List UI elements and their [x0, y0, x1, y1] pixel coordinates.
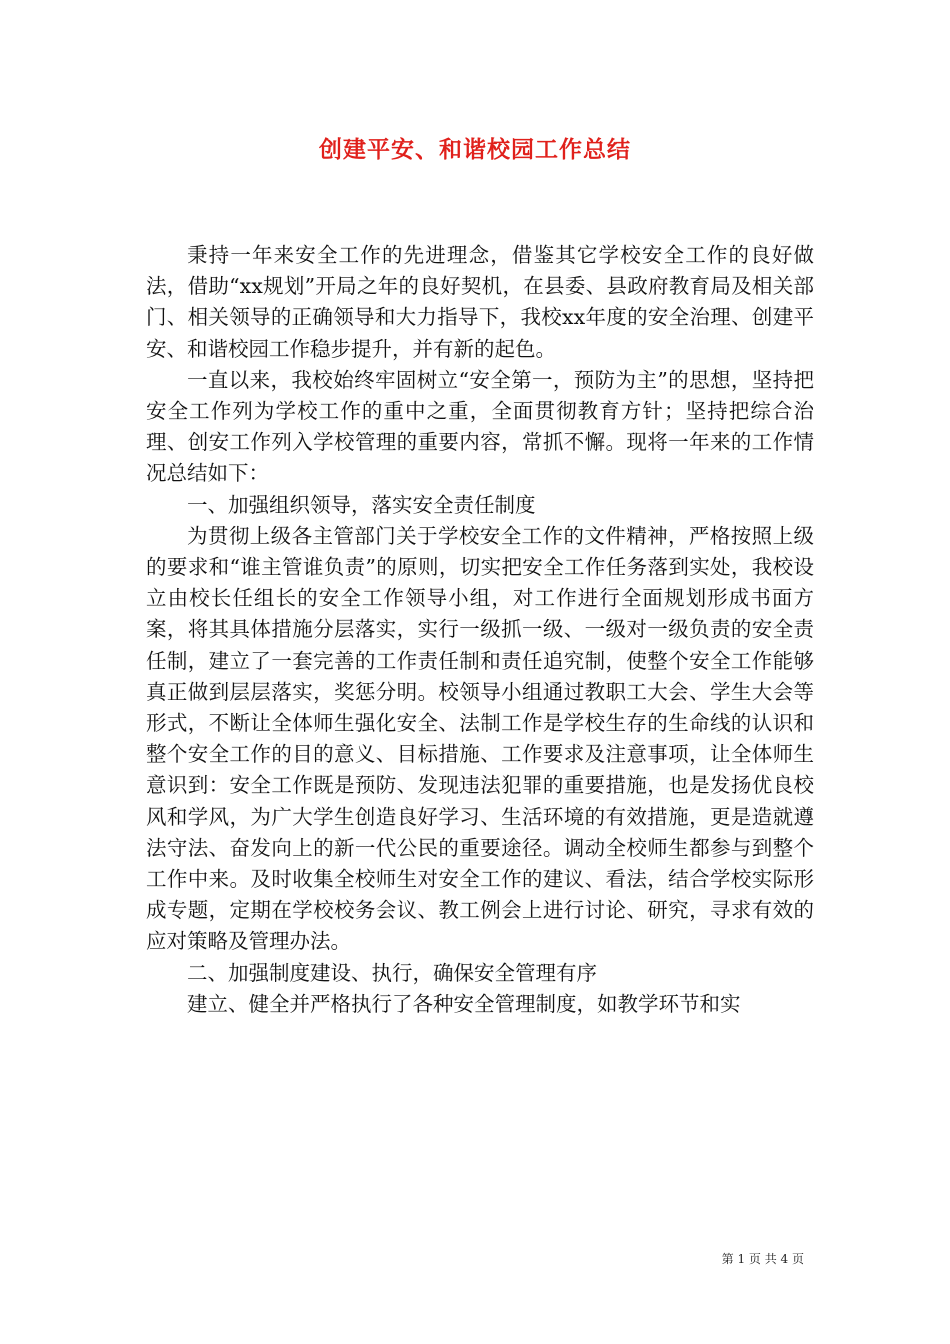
page-number: 第 1 页 共 4 页 — [721, 1252, 804, 1266]
section-heading-2: 二、加强制度建设、执行，确保安全管理有序 — [187, 960, 597, 985]
document-title: 创建平安、和谐校园工作总结 — [319, 136, 631, 163]
document-body — [146, 240, 814, 1020]
paragraph-overview: 一直以来，我校始终牢固树立“安全第一，预防为主”的思想，坚持把安全工作列为学校工作的重中之重，全面贯彻教育方针；坚持把综合治理、创安工作列入学校管理的重要内容，常抓不懈。现将一年来的工作情况总结如下： — [146, 367, 814, 486]
paragraph-intro: 秉持一年来安全工作的先进理念，借鉴其它学校安全工作的良好做法，借助“xx规划”开局之年的良好契机，在县委、县政府教育局及相关部门、相关领导的正确领导和大力指导下，我校xx年度的安全治理、创建平安、和谐校园工作稳步提升，并有新的起色。 — [146, 243, 814, 361]
paragraph-section-2: 建立、健全并严格执行了各种安全管理制度，如教学环节和实 — [187, 991, 741, 1016]
section-heading-1: 一、加强组织领导，落实安全责任制度 — [187, 492, 536, 517]
paragraph-section-1: 为贯彻上级各主管部门关于学校安全工作的文件精神，严格按照上级的要求和“谁主管谁负责”的原则，切实把安全工作任务落到实处，我校设立由校长任组长的安全工作领导小组，对工作进行全面规划形成书面方案，将其具体措施分层落实，实行一级抓一级、一级对一级负责的安全责任制，建立了一套完善的工作责任制和责任追究制，使整个安全工作能够真正做到层层落实，奖惩分明。校领导小组通过教职工大会、学生大会等形式，不断让全体师生强化安全、法制工作是学校生存的生命线的认识和整个安全工作的目的意义、目标措施、工作要求及注意事项，让全体师生意识到：安全工作既是预防、发现违法犯罪的重要措施，也是发扬优良校风和学风，为广大学生创造良好学习、生活环境的有效措施，更是造就遵法守法、奋发向上的新一代公民的重要途径。调动全校师生都参与到整个工作中来。及时收集全校师生对安全工作的建议、看法，结合学校实际形成专题，定期在学校校务会议、教工例会上进行讨论、研究，寻求有效的应对策略及管理办法。 — [146, 523, 814, 954]
